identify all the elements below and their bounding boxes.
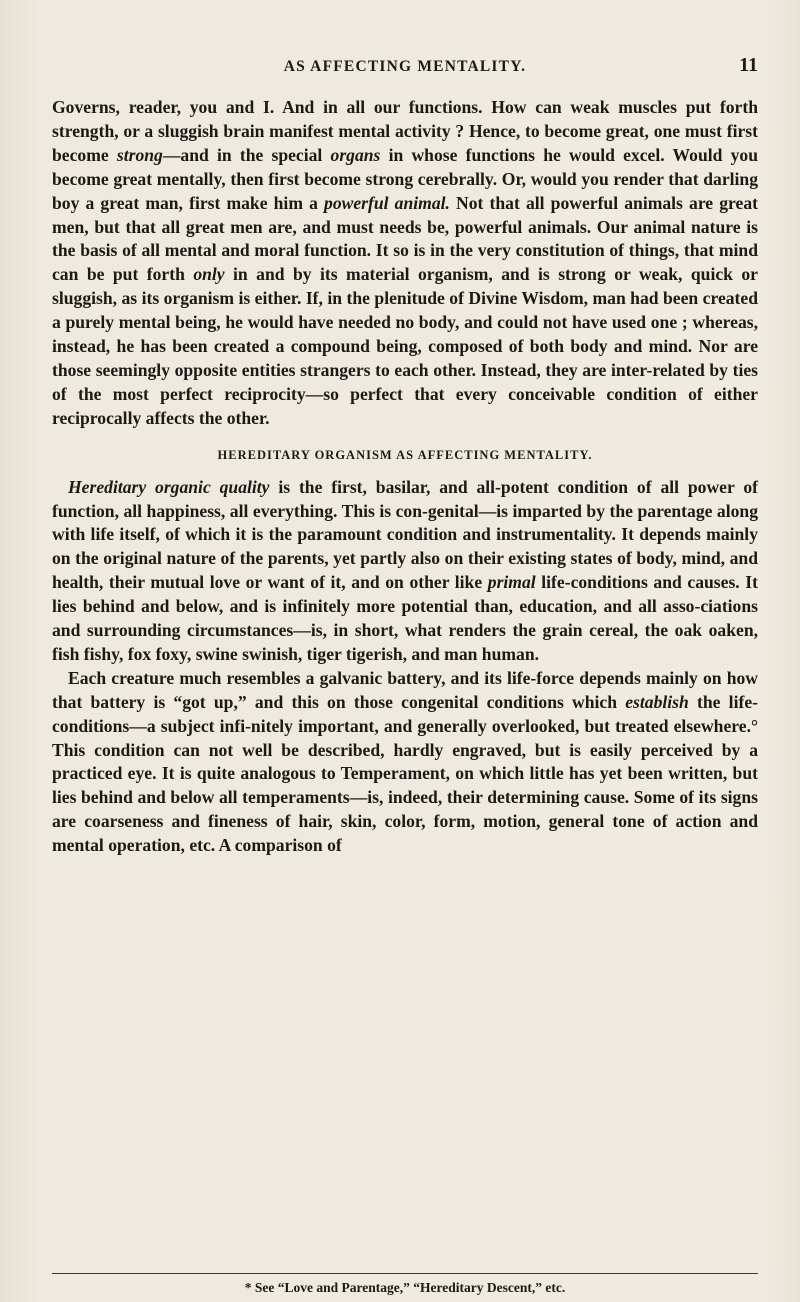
paragraph-2 xyxy=(52,476,758,667)
p1-italic-organs: organs xyxy=(330,144,381,165)
body-text xyxy=(52,96,758,858)
p1-italic-powerful-animal: powerful animal. xyxy=(324,192,450,213)
paragraph-1 xyxy=(52,96,758,431)
p3-italic-establish: establish xyxy=(625,691,689,712)
p1-text-3: in whose functions he would excel. Would you become great mentally, then first become strong cerebrally. Or, would you render that darling boy a great man, first make him a xyxy=(52,144,758,213)
p1-text-5: in and by its material organism, and is strong or weak, quick or sluggish, as its organism is either. If, in the plenitude of Divine Wisdom, man had been created a purely mental being, he would have needed no body, and could not have used one ; whereas, instead, he has been created a compound being, composed of both body and mind. Nor are those seemingly opposite entities strangers to each other. Instead, they are inter-related by ties of the most perfect reciprocity—so perfect that every conceivable condition of either reciprocally affects the other. xyxy=(52,264,758,428)
p3-text-2: the life-conditions—a subject infi-nitely important, and generally overlooked, but treated elsewhere.° This condition can not well be described, hardly engraved, but is easily perceived by a practiced eye. It is quite analogous to Temperament, on which little has yet been written, but lies behind and below all temperaments—is, indeed, their determining cause. Some of its signs are coarseness and fineness of hair, skin, color, form, motion, general tone of action and mental operation, etc. A comparison of xyxy=(52,691,758,856)
p1-italic-strong: strong xyxy=(116,144,163,165)
paragraph-3 xyxy=(52,667,758,858)
footnote: * See “Love and Parentage,” “Hereditary Descent,” etc. xyxy=(244,1280,566,1295)
footnote-rule xyxy=(52,1273,758,1274)
section-heading: HEREDITARY ORGANISM AS AFFECTING MENTALITY. xyxy=(217,447,593,462)
p1-italic-only: only xyxy=(193,264,225,285)
page-header xyxy=(52,54,758,84)
p2-text-1: is the first, basilar, and all-potent condition of all power of function, all happiness, all everything. This is con-genital—is imparted by the parentage along with life itself, of which it is the paramount condition and instrumentality. It depends mainly on the original nature of the parents, yet partly also on their existing states of body, mind, and health, their mutual love or want of it, and on other like xyxy=(52,476,758,593)
p1-text-4: Not that all powerful animals are great men, but that all great men are, and must needs be, powerful animals. Our animal nature is the basis of all mental and moral function. It so is in the very constitution of things, that mind can be put forth xyxy=(52,192,759,285)
p2-italic-hereditary-quality: Hereditary organic quality xyxy=(68,476,270,497)
p2-text-2: life-conditions and causes. It lies behind and below, and is infinitely more potential than, education, and all asso-ciations and surrounding circumstances—is, in short, what renders the grain cereal, the oak oaken, fish fishy, fox foxy, swine swinish, tiger tigerish, and man human. xyxy=(52,572,758,664)
page-number: 11 xyxy=(739,54,758,76)
p3-text-1: Each creature much resembles a galvanic battery, and its life-force depends mainly on how that battery is “got up,” and this on those congenital conditions which xyxy=(52,667,758,712)
p2-italic-primal: primal xyxy=(487,572,536,593)
p1-text-2: —and in the special xyxy=(162,144,331,165)
running-head: AS AFFECTING MENTALITY. xyxy=(283,58,527,75)
p1-text-1: Governs, reader, you and I. And in all our functions. How can weak muscles put forth strength, or a sluggish brain manifest mental activity ? Hence, to become great, one must first become xyxy=(52,97,758,165)
